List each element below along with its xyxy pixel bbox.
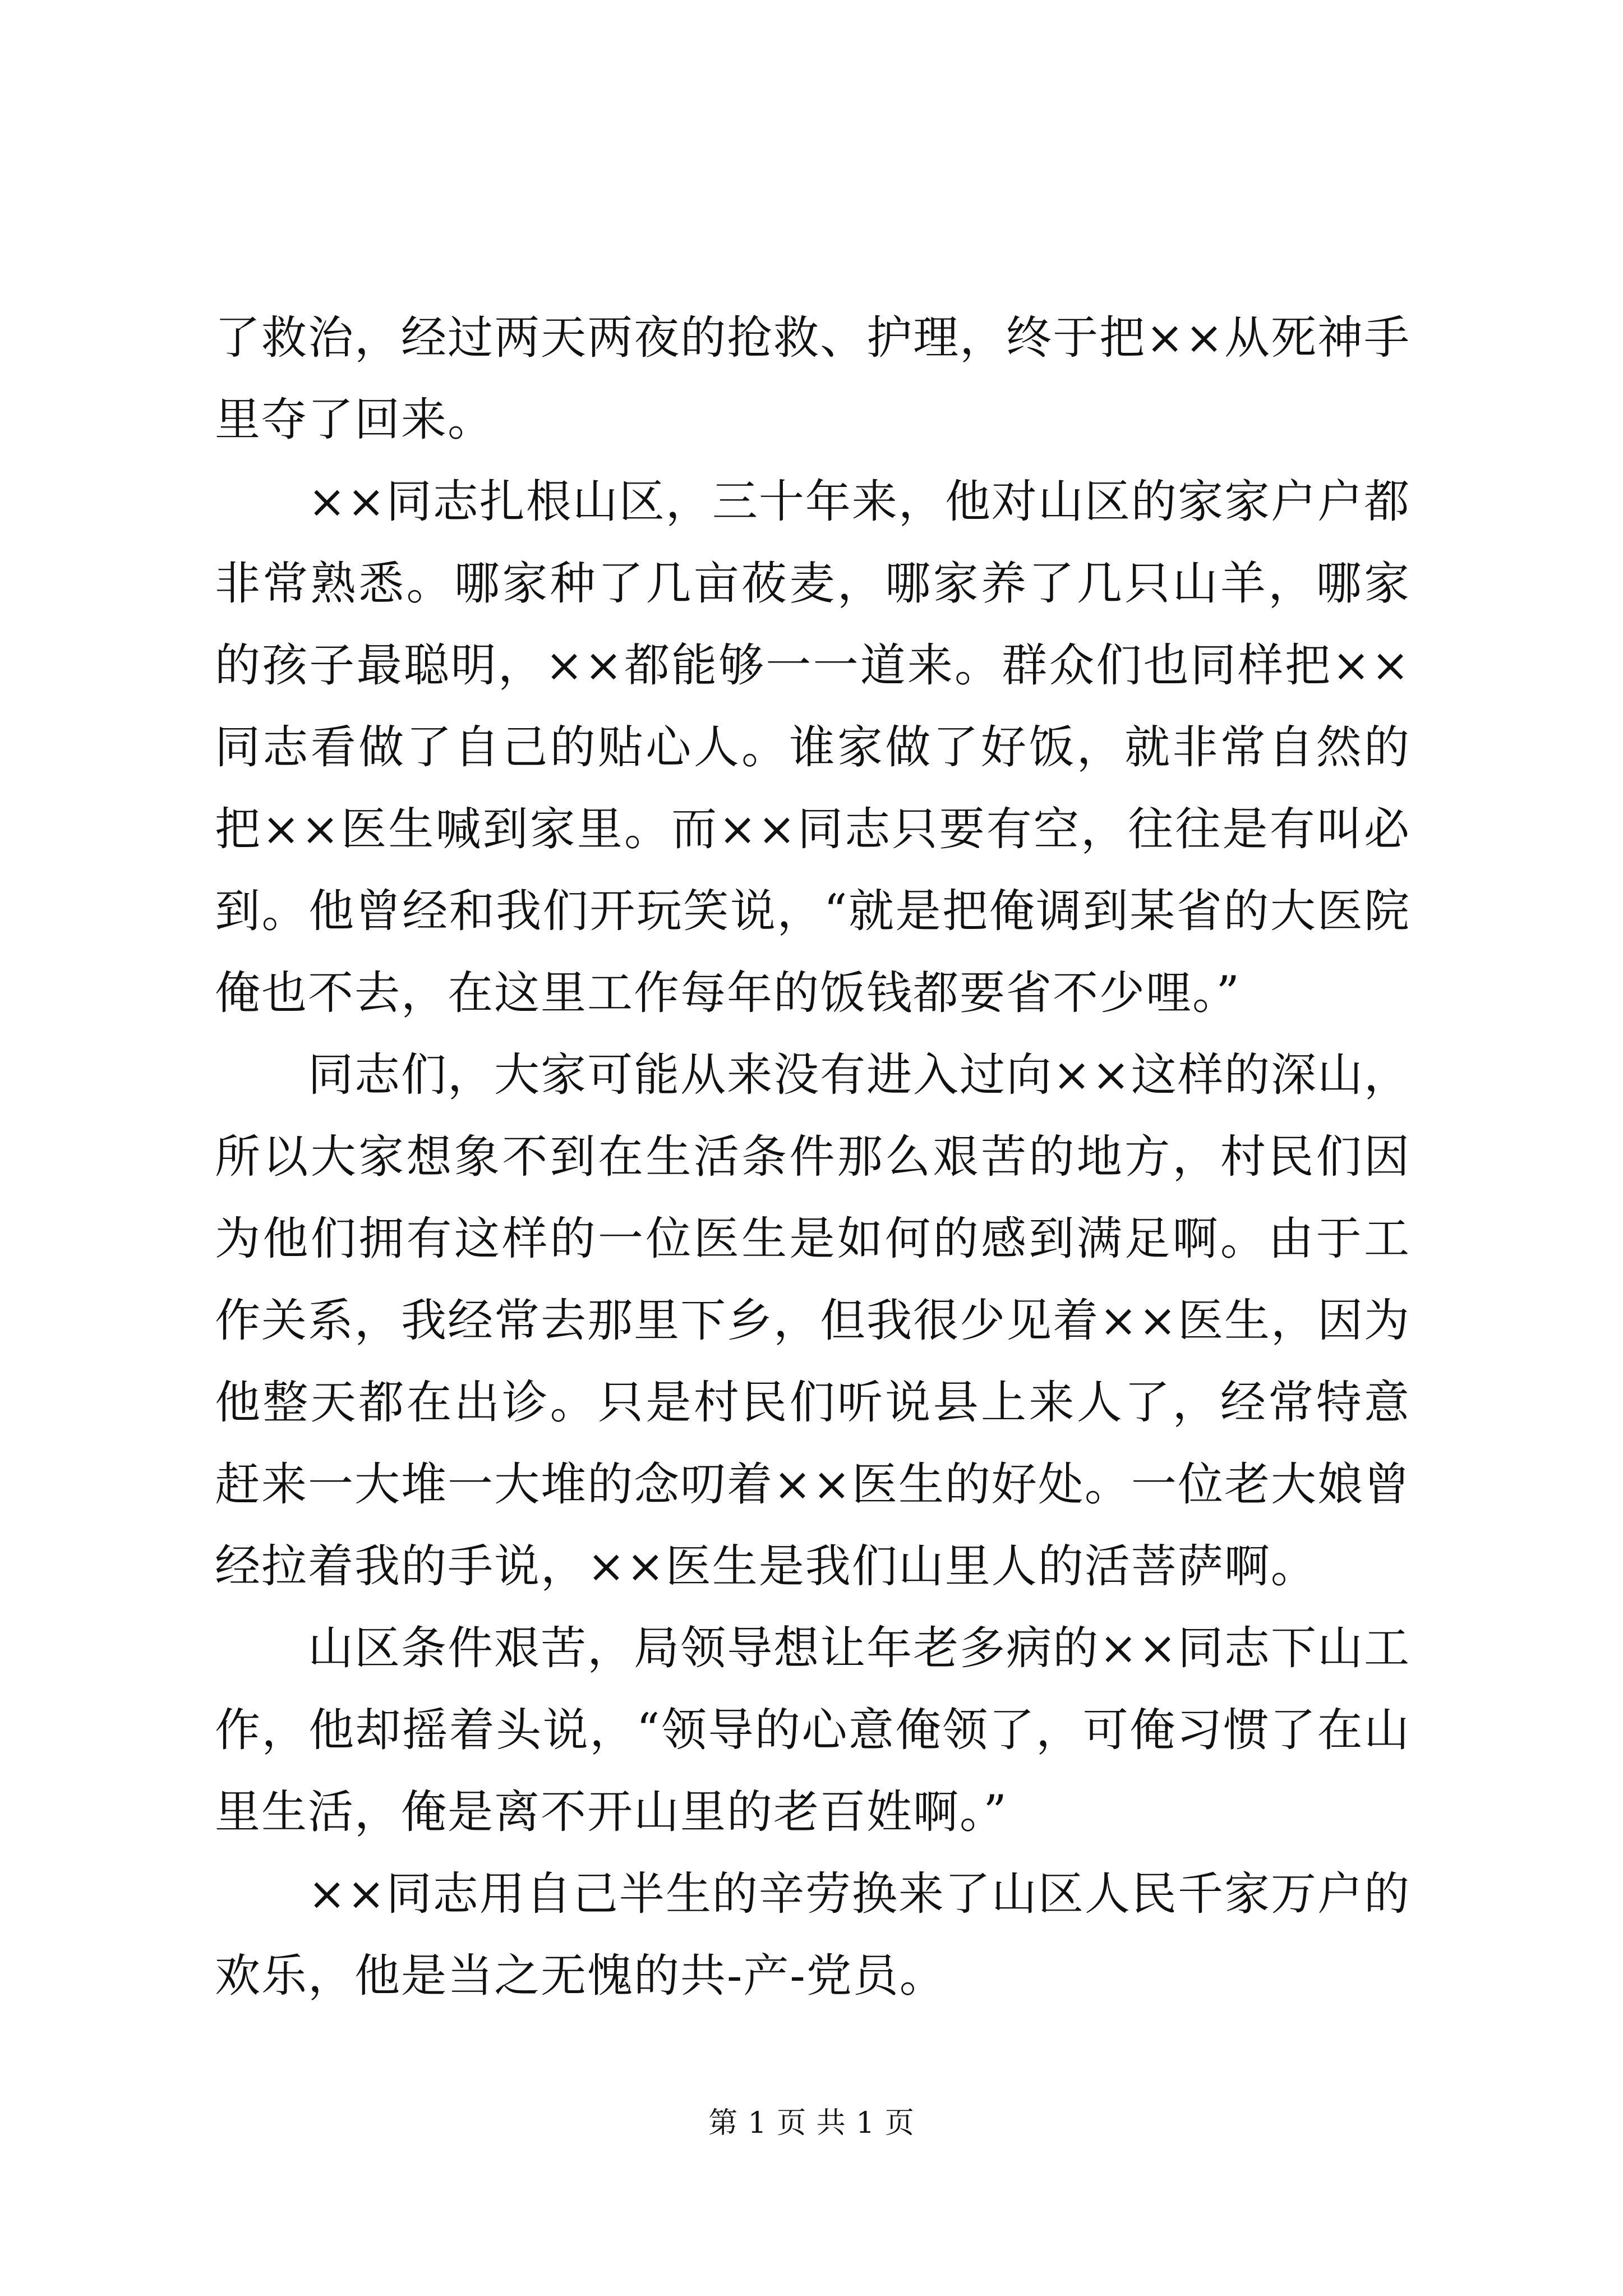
document-body [215,297,1410,2017]
paragraph-3: 同志们，大家可能从来没有进入过向××这样的深山，所以大家想象不到在生活条件那么艰苦的地方，村民们因为他们拥有这样的一位医生是如何的感到满足啊。由于工作关系，我经常去那里下乡，但我很少见着××医生，因为他整天都在出诊。只是村民们听说县上来人了，经常特意赶来一大堆一大堆的念叨着××医生的好处。一位老大娘曾经拉着我的手说，××医生是我们山里人的活菩萨啊。 [215,1049,1410,1593]
paragraph-2: ××同志扎根山区，三十年来，他对山区的家家户户都非常熟悉。哪家种了几亩莜麦，哪家养了几只山羊，哪家的孩子最聪明，××都能够一一道来。群众们也同样把××同志看做了自己的贴心人。谁家做了好饭，就非常自然的把××医生喊到家里。而××同志只要有空，往往是有叫必到。他曾经和我们开玩笑说，“就是把俺调到某省的大医院俺也不去，在这里工作每年的饭钱都要省不少哩。” [215,476,1410,1020]
paragraph-1: 了救治，经过两天两夜的抢救、护理，终于把××从死神手里夺了回来。 [215,312,1410,447]
page-footer: 第 1 页 共 1 页 [708,2106,915,2140]
paragraph-5: ××同志用自己半生的辛劳换来了山区人民千家万户的欢乐，他是当之无愧的共-产-党员。 [215,1868,1410,2003]
paragraph-4: 山区条件艰苦，局领导想让年老多病的××同志下山工作，他却摇着头说，“领导的心意俺领了，可俺习惯了在山里生活，俺是离不开山里的老百姓啊。” [215,1622,1410,1839]
